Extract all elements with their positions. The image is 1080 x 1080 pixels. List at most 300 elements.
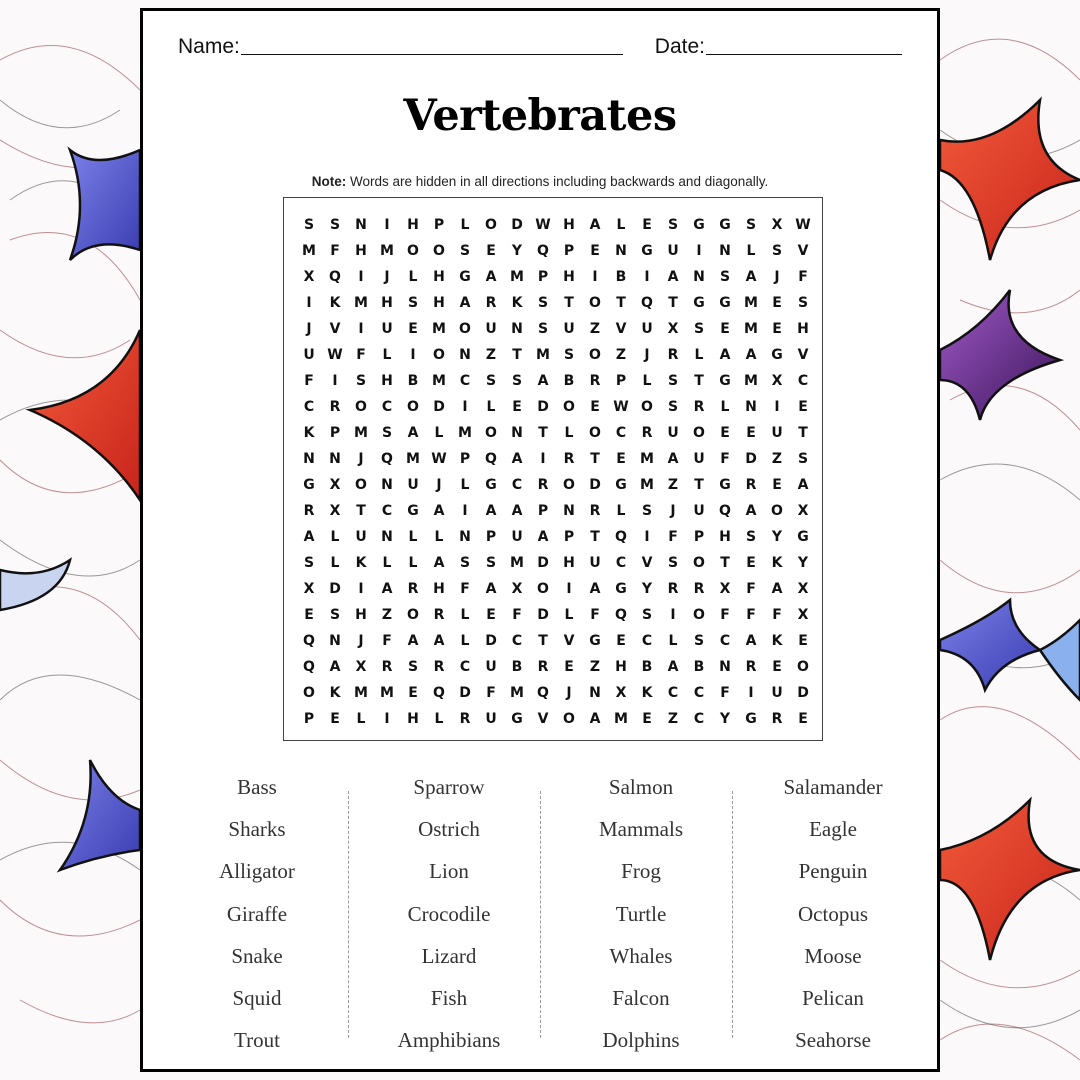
word-item: Frog [621,859,661,884]
grid-letter: E [720,425,730,441]
grid-letter: S [641,503,653,519]
grid-letter: H [797,321,809,337]
grid-letter: P [537,503,549,519]
grid-letter: L [694,347,704,363]
grid-letter: Y [719,711,731,727]
word-item: Falcon [612,985,670,1010]
grid-letter: S [745,529,757,545]
grid-letter: U [407,477,419,493]
word-search-grid [283,197,823,741]
grid-letter: O [355,477,367,493]
grid-letter: G [511,711,523,727]
grid-letter: O [407,607,419,623]
grid-letter: B [563,373,575,389]
grid-letter: X [355,659,367,675]
grid-letter: X [303,269,315,285]
word-item: Ostrich [418,817,480,842]
word-column-3 [545,766,737,1056]
grid-letter: M [744,295,758,311]
grid-letter: O [433,243,445,259]
grid-letter: L [408,269,418,285]
grid-letter: D [537,607,549,623]
grid-letter: G [693,217,705,233]
word-item: Lion [429,859,469,884]
grid-letter: M [510,555,524,571]
grid-letter: G [719,477,731,493]
grid-letter: R [563,451,575,467]
grid-letter: B [641,659,653,675]
grid-letter: K [511,295,523,311]
grid-letter: R [433,659,445,675]
grid-letter: L [616,217,626,233]
grid-letter: I [644,529,650,545]
grid-letter: T [590,529,600,545]
grid-letter: L [564,607,574,623]
grid-letter: R [589,373,601,389]
grid-letter: J [306,321,312,337]
grid-letter: A [329,659,341,675]
grid-letter: F [772,607,782,623]
grid-letter: M [302,243,316,259]
grid-letter: F [720,685,730,701]
grid-letter: G [771,347,783,363]
name-line [241,54,623,55]
grid-letter: N [459,529,471,545]
grid-letter: F [382,633,392,649]
grid-letter: L [434,711,444,727]
grid-letter: W [327,347,343,363]
grid-letter: D [511,217,523,233]
grid-letter: O [485,217,497,233]
grid-letter: P [485,529,497,545]
grid-letter: O [407,243,419,259]
grid-letter: K [303,425,315,441]
grid-letter: S [407,295,419,311]
grid-letter: A [719,347,731,363]
grid-letter: I [462,399,468,415]
grid-letter: R [459,711,471,727]
grid-letter: R [745,659,757,675]
grid-letter: M [744,373,758,389]
grid-letter: S [355,373,367,389]
grid-letter: S [693,633,705,649]
grid-letter: N [745,399,757,415]
grid-letter: F [304,373,314,389]
grid-letter: J [774,269,780,285]
grid-letter: O [693,607,705,623]
word-item: Mammals [599,817,683,842]
grid-row [296,290,816,316]
grid-letter: U [589,555,601,571]
grid-row [296,420,816,446]
word-item: Alligator [219,859,295,884]
grid-row [296,576,816,602]
grid-letter: D [537,399,549,415]
grid-letter: F [460,581,470,597]
grid-letter: A [745,633,757,649]
grid-row [296,472,816,498]
grid-letter: Q [641,295,653,311]
grid-letter: R [381,659,393,675]
grid-letter: M [354,295,368,311]
grid-letter: L [564,425,574,441]
word-item: Eagle [809,817,857,842]
date-field[interactable] [655,35,902,59]
grid-letter: J [358,451,364,467]
grid-letter: T [694,373,704,389]
grid-letter: D [459,685,471,701]
grid-letter: M [614,711,628,727]
grid-letter: Y [511,243,523,259]
grid-letter: A [797,477,809,493]
grid-letter: A [433,503,445,519]
note-label: Note: [311,174,347,189]
grid-row [296,342,816,368]
grid-letter: I [566,581,572,597]
word-item: Sparrow [413,775,485,799]
grid-letter: M [380,243,394,259]
grid-letter: L [460,217,470,233]
grid-letter: E [642,711,652,727]
word-item: Trout [234,1028,280,1053]
grid-letter: I [358,581,364,597]
grid-letter: Q [303,633,315,649]
grid-letter: H [433,269,445,285]
grid-letter: U [485,321,497,337]
grid-letter: P [329,425,341,441]
grid-letter: H [407,711,419,727]
word-column-2 [353,766,545,1056]
grid-letter: T [720,555,730,571]
grid-letter: A [589,217,601,233]
grid-letter: O [407,399,419,415]
grid-letter: A [381,581,393,597]
grid-letter: X [797,503,809,519]
grid-letter: O [433,347,445,363]
grid-letter: R [407,581,419,597]
grid-letter: C [615,555,627,571]
grid-letter: H [433,581,445,597]
grid-letter: L [720,399,730,415]
grid-letter: R [485,295,497,311]
grid-letter: O [537,581,549,597]
grid-letter: Q [433,685,445,701]
word-item: Squid [232,985,282,1010]
grid-letter: V [563,633,575,649]
grid-letter: E [746,425,756,441]
grid-letter: E [798,633,808,649]
grid-letter: A [667,269,679,285]
grid-letter: J [566,685,572,701]
grid-letter: O [563,711,575,727]
note-text: Words are hidden in all directions including backwards and diagonally. [346,174,769,189]
grid-letter: S [329,217,341,233]
grid-letter: M [640,451,654,467]
grid-letter: H [719,529,731,545]
grid-letter: R [693,399,705,415]
grid-letter: C [693,711,705,727]
grid-letter: G [719,217,731,233]
name-date-header [178,29,902,59]
grid-letter: K [329,685,341,701]
grid-letter: E [642,217,652,233]
grid-letter: X [797,607,809,623]
grid-letter: G [485,477,497,493]
grid-letter: S [485,373,497,389]
grid-letter: K [771,555,783,571]
grid-letter: H [433,295,445,311]
grid-letter: S [771,243,783,259]
grid-letter: U [485,711,497,727]
grid-letter: J [670,503,676,519]
grid-letter: N [589,685,601,701]
grid-letter: M [510,269,524,285]
date-line [706,54,902,55]
grid-letter: A [511,503,523,519]
grid-letter: L [746,243,756,259]
grid-letter: L [460,633,470,649]
grid-letter: N [303,451,315,467]
word-item: Turtle [615,901,667,926]
grid-letter: A [459,295,471,311]
grid-letter: I [592,269,598,285]
grid-letter: W [613,399,629,415]
grid-letter: D [589,477,601,493]
grid-letter: A [537,373,549,389]
grid-letter: S [407,659,419,675]
grid-letter: V [537,711,549,727]
grid-letter: S [693,321,705,337]
grid-letter: O [693,425,705,441]
grid-letter: A [303,529,315,545]
grid-letter: A [667,451,679,467]
grid-row [296,706,816,732]
grid-letter: F [798,269,808,285]
grid-letter: S [667,555,679,571]
grid-letter: D [485,633,497,649]
grid-letter: A [511,451,523,467]
grid-letter: O [693,555,705,571]
grid-letter: N [693,269,705,285]
grid-letter: E [720,321,730,337]
grid-letter: P [615,373,627,389]
grid-letter: W [795,217,811,233]
grid-letter: N [719,659,731,675]
grid-letter: H [381,373,393,389]
grid-letter: S [459,243,471,259]
grid-letter: Q [537,243,549,259]
grid-letter: R [745,477,757,493]
grid-letter: U [667,243,679,259]
grid-letter: J [358,633,364,649]
grid-letter: V [641,555,653,571]
grid-letter: I [358,321,364,337]
grid-letter: U [771,425,783,441]
worksheet-page [140,8,940,1072]
grid-letter: G [745,711,757,727]
grid-row [296,264,816,290]
grid-letter: T [668,295,678,311]
grid-letter: C [511,633,523,649]
grid-letter: A [745,269,757,285]
grid-letter: U [693,503,705,519]
grid-letter: E [772,295,782,311]
word-item: Amphibians [397,1028,501,1053]
grid-letter: L [616,503,626,519]
grid-letter: C [303,399,315,415]
grid-letter: M [458,425,472,441]
grid-letter: T [590,451,600,467]
grid-letter: Y [797,555,809,571]
grid-letter: H [563,555,575,571]
grid-letter: A [745,347,757,363]
grid-letter: Q [329,269,341,285]
grid-letter: H [407,217,419,233]
grid-letter: S [641,607,653,623]
grid-letter: M [640,477,654,493]
word-item: Fish [430,985,468,1010]
grid-letter: I [540,451,546,467]
grid-letter: U [641,321,653,337]
grid-letter: G [615,581,627,597]
grid-letter: A [485,269,497,285]
grid-letter: Z [381,607,393,623]
grid-letter: D [329,581,341,597]
word-column-4 [737,766,929,1056]
grid-letter: S [303,217,315,233]
grid-letter: E [304,607,314,623]
grid-letter: N [511,425,523,441]
grid-letter: B [407,373,419,389]
grid-letter: N [511,321,523,337]
grid-letter: E [486,243,496,259]
grid-letter: L [382,555,392,571]
grid-letter: I [410,347,416,363]
grid-letter: O [589,295,601,311]
grid-letter: E [616,633,626,649]
grid-row [296,238,816,264]
grid-letter: D [537,555,549,571]
grid-letter: R [771,711,783,727]
grid-letter: E [616,451,626,467]
grid-letter: V [797,347,809,363]
grid-letter: H [563,217,575,233]
grid-letter: M [354,425,368,441]
word-item: Penguin [798,859,868,884]
grid-letter: I [774,399,780,415]
grid-letter: H [355,607,367,623]
grid-letters [296,212,816,732]
grid-letter: E [564,659,574,675]
word-item: Salmon [608,775,674,799]
grid-letter: E [590,243,600,259]
grid-letter: F [720,607,730,623]
grid-letter: L [486,399,496,415]
grid-letter: X [771,373,783,389]
grid-letter: T [694,477,704,493]
grid-letter: N [381,477,393,493]
grid-letter: G [719,373,731,389]
grid-letter: T [616,295,626,311]
grid-letter: W [535,217,551,233]
grid-letter: B [511,659,523,675]
grid-letter: F [668,529,678,545]
grid-letter: E [486,607,496,623]
word-item: Moose [804,943,862,968]
grid-letter: S [381,425,393,441]
grid-letter: C [615,425,627,441]
grid-letter: M [432,373,446,389]
grid-letter: E [772,477,782,493]
grid-letter: I [748,685,754,701]
grid-row [296,368,816,394]
grid-letter: C [719,633,731,649]
grid-letter: P [303,711,315,727]
grid-row [296,680,816,706]
grid-letter: S [667,217,679,233]
grid-letter: M [744,321,758,337]
grid-letter: R [693,581,705,597]
grid-row [296,498,816,524]
grid-row [296,446,816,472]
grid-letter: G [303,477,315,493]
word-item: Dolphins [602,1028,680,1053]
grid-letter: H [615,659,627,675]
grid-letter: F [746,581,756,597]
grid-letter: L [330,555,340,571]
grid-letter: R [667,347,679,363]
grid-letter: S [745,217,757,233]
grid-letter: I [384,711,390,727]
grid-letter: Z [589,321,601,337]
grid-letter: E [408,321,418,337]
grid-letter: Y [641,581,653,597]
grid-letter: D [433,399,445,415]
grid-letter: S [485,555,497,571]
grid-letter: E [408,685,418,701]
grid-letter: F [486,685,496,701]
grid-letter: C [693,685,705,701]
grid-letter: V [329,321,341,337]
grid-letter: D [745,451,757,467]
grid-letter: S [667,399,679,415]
grid-letter: R [537,477,549,493]
grid-row [296,212,816,238]
grid-letter: T [356,503,366,519]
grid-letter: H [355,243,367,259]
grid-letter: L [460,477,470,493]
grid-letter: G [459,269,471,285]
grid-letter: I [462,503,468,519]
grid-row [296,602,816,628]
grid-letter: L [434,425,444,441]
grid-letter: A [485,581,497,597]
word-item: Octopus [798,901,868,926]
grid-row [296,394,816,420]
grid-letter: E [330,711,340,727]
grid-letter: X [329,503,341,519]
grid-letter: O [589,425,601,441]
grid-letter: L [382,347,392,363]
grid-letter: P [459,451,471,467]
grid-letter: R [433,607,445,623]
grid-letter: F [512,607,522,623]
grid-letter: O [641,399,653,415]
grid-letter: P [563,243,575,259]
name-field[interactable] [178,35,623,59]
grid-letter: C [381,503,393,519]
word-item: Seahorse [795,1028,871,1053]
